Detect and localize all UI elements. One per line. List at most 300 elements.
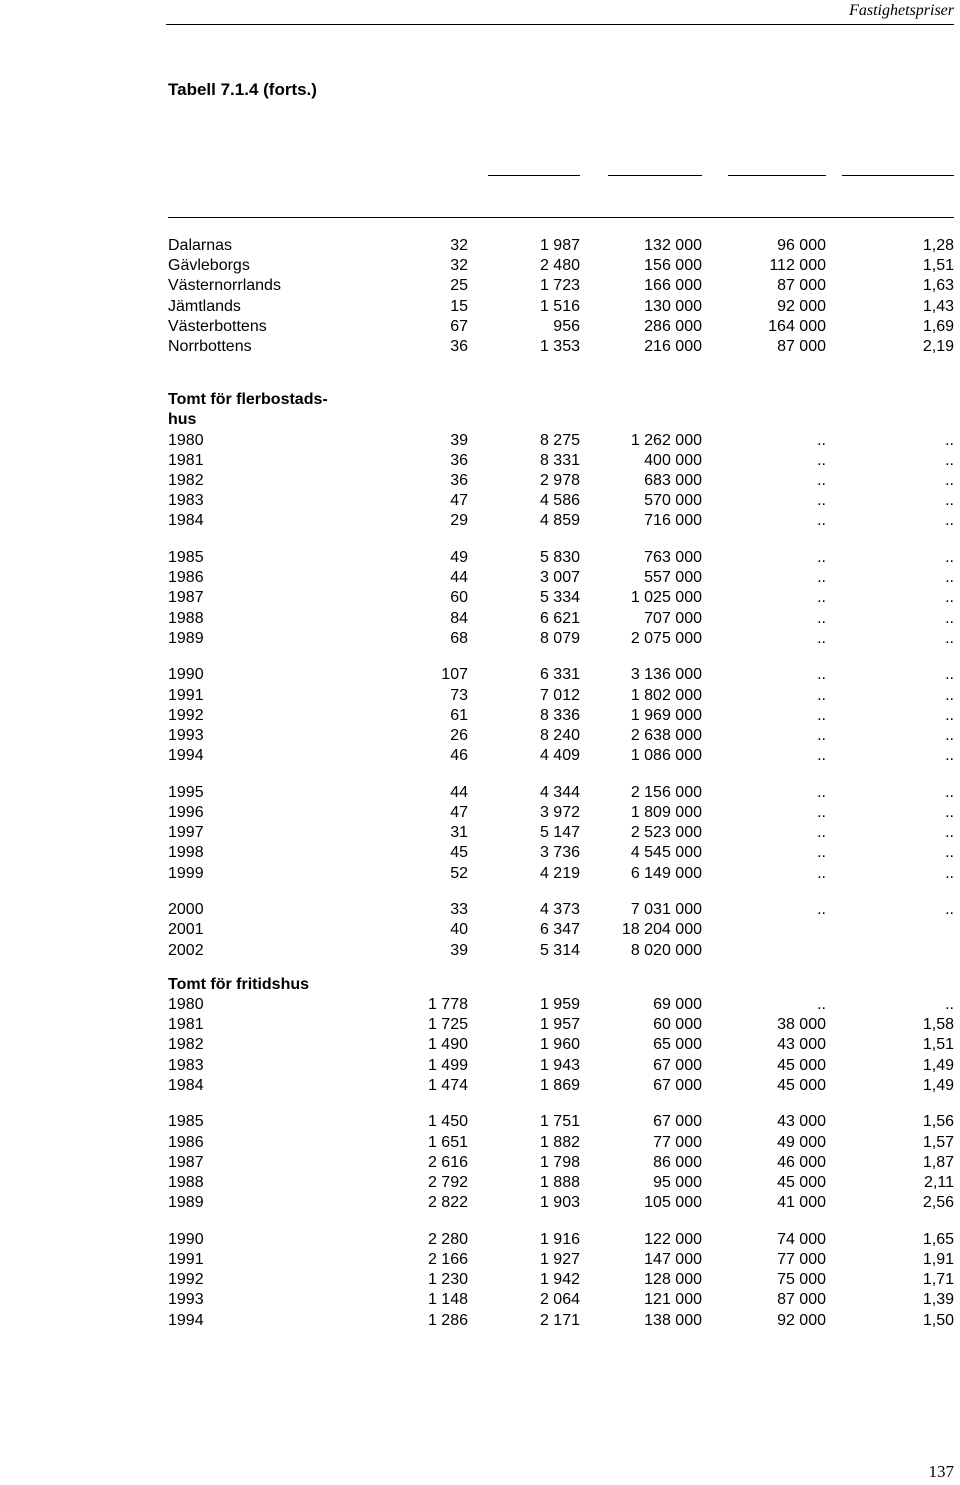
table-cell: 707 000 (644, 609, 702, 627)
running-head: Fastighetspriser (849, 2, 954, 19)
table-row (168, 568, 954, 588)
table-cell: 1,57 (922, 1133, 954, 1151)
header-subrule (842, 175, 954, 176)
table-cell: 2 280 (427, 1230, 468, 1248)
row-label: 1982 (168, 471, 204, 489)
table-row (168, 588, 954, 608)
table-cell: 6 149 000 (630, 864, 702, 882)
table-cell: 18 204 000 (621, 921, 702, 939)
table-cell: 1 903 (539, 1194, 580, 1212)
table-cell: .. (817, 492, 826, 510)
table-row (168, 548, 954, 568)
section-heading (168, 390, 954, 410)
table-row (168, 1015, 954, 1035)
header-rule (166, 24, 954, 25)
table-row (168, 1290, 954, 1310)
table-cell: 3 007 (539, 569, 580, 587)
row-label: 1981 (168, 451, 204, 469)
table-cell: .. (945, 783, 954, 801)
table-cell: 96 000 (777, 237, 826, 254)
table-cell: 1,65 (922, 1230, 954, 1248)
table-cell: 2 171 (539, 1311, 580, 1329)
table-cell: 2 638 000 (630, 726, 702, 744)
row-spacer (168, 1213, 954, 1230)
table-cell: 7 012 (539, 686, 580, 704)
table-cell: 1 651 (427, 1133, 468, 1151)
row-label: 1997 (168, 824, 204, 842)
table-cell: 1,28 (922, 237, 954, 254)
table-cell: 4 859 (539, 512, 580, 530)
table-cell: 45 (450, 844, 468, 862)
table-cell: .. (817, 609, 826, 627)
table-cell: 61 (450, 706, 468, 724)
table-cell: 1,51 (922, 1036, 954, 1054)
row-label: 1987 (168, 1153, 204, 1171)
table-cell: 6 347 (539, 921, 580, 939)
table-cell: 763 000 (644, 548, 702, 566)
table-cell: 956 (553, 317, 580, 335)
table-cell: 400 000 (644, 451, 702, 469)
row-label: Gävleborgs (168, 257, 250, 275)
table-row (168, 1250, 954, 1270)
table-cell: 1 888 (539, 1174, 580, 1191)
table-cell: .. (817, 629, 826, 647)
row-label: 1989 (168, 1194, 204, 1212)
table-cell: 1 960 (539, 1036, 580, 1054)
table-cell: 25 (450, 277, 468, 295)
table-cell: 2 166 (427, 1251, 468, 1269)
table-cell: 60 000 (653, 1016, 702, 1034)
section-heading-text: Tomt för fritidshus (168, 975, 310, 993)
table-cell: .. (817, 844, 826, 862)
table-cell: 1 353 (539, 337, 580, 355)
row-spacer (168, 884, 954, 901)
header-subrule (488, 175, 580, 176)
table-row (168, 1035, 954, 1055)
table-cell: 1 809 000 (630, 804, 702, 821)
table-cell: .. (945, 492, 954, 510)
row-label: 1991 (168, 1251, 204, 1269)
table-cell: 92 000 (777, 1311, 826, 1329)
table-cell: 1 490 (427, 1036, 468, 1054)
table-row (168, 491, 954, 511)
table-body (168, 236, 954, 1331)
row-label: 1990 (168, 666, 204, 684)
table-row (168, 686, 954, 706)
table-cell: 1 798 (539, 1153, 580, 1171)
table-cell: 2 822 (427, 1194, 468, 1212)
table-cell: .. (945, 471, 954, 489)
section-heading-text: Tomt för flerbostads- (168, 391, 328, 409)
table-cell: 6 331 (539, 666, 580, 684)
table-cell: 557 000 (644, 569, 702, 587)
table-row (168, 941, 954, 961)
table-cell: 38 000 (777, 1016, 826, 1034)
table-cell: .. (817, 548, 826, 566)
table-row (168, 276, 954, 296)
row-label: 2000 (168, 901, 204, 919)
table-cell: 87 000 (777, 277, 826, 295)
table-row (168, 1193, 954, 1213)
table-cell: 1 943 (539, 1056, 580, 1074)
table-cell: 8 240 (539, 726, 580, 744)
table-cell: 86 000 (653, 1153, 702, 1171)
table-cell: 8 331 (539, 451, 580, 469)
table-cell: .. (817, 783, 826, 801)
row-label: Västernorrlands (168, 277, 281, 295)
table-cell: 75 000 (777, 1271, 826, 1289)
table-cell: .. (817, 901, 826, 919)
table-title: Tabell 7.1.4 (forts.) (168, 80, 317, 99)
table-cell: .. (945, 824, 954, 842)
table-cell: .. (945, 666, 954, 684)
table-cell: 1,71 (922, 1271, 954, 1289)
table-cell: 73 (450, 686, 468, 704)
table-cell: 3 736 (539, 844, 580, 862)
table-cell: .. (945, 629, 954, 647)
table-cell: 4 219 (539, 864, 580, 882)
table-row (168, 1056, 954, 1076)
table-row (168, 609, 954, 629)
row-label: Västerbottens (168, 317, 267, 335)
table-cell: 286 000 (644, 317, 702, 335)
table-row (168, 1311, 954, 1331)
table-cell: 4 373 (539, 901, 580, 919)
table-cell: 683 000 (644, 471, 702, 489)
table-cell: 45 000 (777, 1174, 826, 1191)
table-cell: 1,56 (922, 1113, 954, 1131)
table-cell: 107 (441, 666, 468, 684)
table-cell: .. (817, 451, 826, 469)
table-row (168, 431, 954, 451)
table-cell: .. (945, 609, 954, 627)
table-cell: 4 409 (539, 747, 580, 765)
row-label: 1999 (168, 864, 204, 882)
table-cell: 44 (450, 569, 468, 587)
table-cell: 1 751 (539, 1113, 580, 1131)
table-cell: 1 516 (539, 297, 580, 315)
table-cell: 49 000 (777, 1133, 826, 1151)
row-label: 1982 (168, 1036, 204, 1054)
table-cell: 67 000 (653, 1113, 702, 1131)
table-cell: 8 336 (539, 706, 580, 724)
table-cell: 1 916 (539, 1230, 580, 1248)
table-row (168, 337, 954, 357)
row-label: 1985 (168, 1113, 204, 1131)
table-cell: 49 (450, 548, 468, 566)
table-cell: 41 000 (777, 1194, 826, 1212)
table-cell: .. (945, 844, 954, 862)
table-row (168, 1230, 954, 1250)
table-row (168, 451, 954, 471)
row-label: 1983 (168, 1056, 204, 1074)
table-cell: 1 969 000 (630, 706, 702, 724)
table-row (168, 864, 954, 884)
table-cell: 2 523 000 (630, 824, 702, 842)
table-cell: 65 000 (653, 1036, 702, 1054)
row-label: Norrbottens (168, 337, 252, 355)
row-label: 1993 (168, 1291, 204, 1309)
table-cell: .. (817, 471, 826, 489)
row-label: 1994 (168, 1311, 204, 1329)
table-cell: .. (945, 804, 954, 821)
header-bottom-rule (168, 217, 954, 218)
table-cell: 36 (450, 471, 468, 489)
table-cell: 1 262 000 (630, 431, 702, 449)
table-cell: 1 942 (539, 1271, 580, 1289)
table-cell: 156 000 (644, 257, 702, 275)
row-label: 1984 (168, 512, 204, 530)
table-cell: 87 000 (777, 1291, 826, 1309)
table-cell: 164 000 (768, 317, 826, 335)
table-cell: .. (945, 548, 954, 566)
table-cell: .. (817, 431, 826, 449)
table-cell: 67 000 (653, 1076, 702, 1094)
table-cell: 77 000 (777, 1251, 826, 1269)
table-cell: 2,56 (922, 1194, 954, 1212)
table-cell: 1,49 (922, 1076, 954, 1094)
header-subrule (728, 175, 826, 176)
table-cell: 1,50 (922, 1311, 954, 1329)
table-row (168, 471, 954, 491)
table-cell: 5 147 (539, 824, 580, 842)
table-cell: 5 314 (539, 941, 580, 959)
table-cell: 1,58 (922, 1016, 954, 1034)
table-cell: 60 (450, 589, 468, 607)
table-cell: .. (817, 666, 826, 684)
table-row (168, 665, 954, 685)
header-subrule (608, 175, 702, 176)
table-cell: 1,69 (922, 317, 954, 335)
row-spacer (168, 649, 954, 666)
table-cell: 95 000 (653, 1174, 702, 1191)
table-cell: .. (817, 864, 826, 882)
table-cell: 1 725 (427, 1016, 468, 1034)
row-label: 1998 (168, 844, 204, 862)
table-cell: 39 (450, 431, 468, 449)
table-cell: 1 778 (427, 996, 468, 1013)
row-label: Jämtlands (168, 297, 241, 315)
table-cell: 31 (450, 824, 468, 842)
table-cell: 39 (450, 941, 468, 959)
table-cell: 8 020 000 (630, 941, 702, 959)
table-row (168, 297, 954, 317)
table-cell: 4 586 (539, 492, 580, 510)
section-heading (168, 975, 954, 995)
table-cell: 2,19 (922, 337, 954, 355)
table-cell: .. (817, 747, 826, 765)
row-label: 1990 (168, 1230, 204, 1248)
table-cell: 1 286 (427, 1311, 468, 1329)
table-cell: 67 000 (653, 1056, 702, 1074)
table-cell: 84 (450, 609, 468, 627)
table-cell: 32 (450, 257, 468, 275)
table-cell: .. (945, 726, 954, 744)
table-cell: 7 031 000 (630, 901, 702, 919)
table-cell: 121 000 (644, 1291, 702, 1309)
table-row (168, 317, 954, 337)
table-cell: 2 064 (539, 1291, 580, 1309)
row-label: 1988 (168, 1174, 204, 1191)
table-cell: 138 000 (644, 1311, 702, 1329)
table-cell: 1,87 (922, 1153, 954, 1171)
table-cell: 45 000 (777, 1076, 826, 1094)
table-cell: 130 000 (644, 297, 702, 315)
table-cell: 36 (450, 451, 468, 469)
row-label: 1988 (168, 609, 204, 627)
table-cell: 74 000 (777, 1230, 826, 1248)
table-cell: 166 000 (644, 277, 702, 295)
table-row (168, 706, 954, 726)
table-cell: .. (945, 451, 954, 469)
table-cell: 1 723 (539, 277, 580, 295)
table-cell: .. (945, 747, 954, 765)
row-spacer (168, 766, 954, 783)
row-label: 1995 (168, 783, 204, 801)
table-cell: 2 792 (427, 1174, 468, 1191)
table-cell: 112 000 (769, 257, 826, 275)
table-cell: 45 000 (777, 1056, 826, 1074)
table-cell: 1,91 (922, 1251, 954, 1269)
row-label: 1983 (168, 492, 204, 510)
table-cell: 1,51 (922, 257, 954, 275)
row-spacer (168, 1096, 954, 1113)
table-cell: 216 000 (644, 337, 702, 355)
table-cell: .. (817, 706, 826, 724)
table-row (168, 920, 954, 940)
row-label: 1996 (168, 804, 204, 821)
row-label: 1986 (168, 569, 204, 587)
table-cell: 1,49 (922, 1056, 954, 1074)
section-heading-text: hus (168, 411, 197, 429)
row-label: 1980 (168, 431, 204, 449)
table-cell: .. (945, 512, 954, 530)
table-cell: 1 230 (427, 1271, 468, 1289)
table-cell: 44 (450, 783, 468, 801)
table-cell: 1 802 000 (630, 686, 702, 704)
row-label: 1993 (168, 726, 204, 744)
table-cell: .. (945, 569, 954, 587)
table-cell: .. (817, 824, 826, 842)
table-row (168, 746, 954, 766)
table-cell: 5 334 (539, 589, 580, 607)
table-cell: 6 621 (539, 609, 580, 627)
table-row (168, 900, 954, 920)
table-cell: 1 869 (539, 1076, 580, 1094)
row-label: 1981 (168, 1016, 204, 1034)
table-row (168, 256, 954, 276)
table-cell: 2 978 (539, 471, 580, 489)
row-spacer (168, 531, 954, 548)
table-cell: 43 000 (777, 1113, 826, 1131)
table-row (168, 1173, 954, 1193)
table-cell: 1 086 000 (630, 747, 702, 765)
table-cell: 3 972 (539, 804, 580, 821)
table-cell: 570 000 (644, 492, 702, 510)
table-cell: .. (817, 726, 826, 744)
table-cell: 1,43 (922, 297, 954, 315)
table-cell: .. (945, 901, 954, 919)
row-label: 2002 (168, 941, 204, 959)
table-row (168, 783, 954, 803)
table-cell: .. (945, 996, 954, 1013)
table-cell: 87 000 (777, 337, 826, 355)
table-cell: 52 (450, 864, 468, 882)
table-cell: .. (817, 589, 826, 607)
table-cell: 43 000 (777, 1036, 826, 1054)
table-cell: 2 156 000 (630, 783, 702, 801)
table-cell: 46 000 (777, 1153, 826, 1171)
table-cell: 1 499 (427, 1056, 468, 1074)
table-cell: 1 474 (427, 1076, 468, 1094)
table-cell: .. (817, 569, 826, 587)
table-cell: 4 344 (539, 783, 580, 801)
table-cell: 67 (450, 317, 468, 335)
table-cell: 1 882 (539, 1133, 580, 1151)
table-cell: 1 987 (539, 237, 580, 254)
table-cell: 1 959 (539, 996, 580, 1013)
table-cell: .. (817, 686, 826, 704)
table-row (168, 1133, 954, 1153)
table-cell: 33 (450, 901, 468, 919)
row-label: 1992 (168, 1271, 204, 1289)
table-cell: 105 000 (644, 1194, 702, 1212)
table-row (168, 1270, 954, 1290)
table-cell: .. (945, 589, 954, 607)
table-row (168, 236, 954, 256)
table-cell: 716 000 (644, 512, 702, 530)
table-cell: 77 000 (653, 1133, 702, 1151)
table-cell: .. (817, 996, 826, 1013)
table-cell: 47 (450, 804, 468, 821)
table-cell: 47 (450, 492, 468, 510)
table-row (168, 1153, 954, 1173)
table-cell: 68 (450, 629, 468, 647)
table-cell: 69 000 (653, 996, 702, 1013)
table-cell: 1 148 (427, 1291, 468, 1309)
table-cell: 147 000 (644, 1251, 702, 1269)
table-cell: 3 136 000 (630, 666, 702, 684)
table-cell: 29 (450, 512, 468, 530)
table-cell: 1 957 (539, 1016, 580, 1034)
table-cell: 1,39 (922, 1291, 954, 1309)
table-cell: .. (817, 512, 826, 530)
table-cell: 2 075 000 (630, 629, 702, 647)
row-label: 1992 (168, 706, 204, 724)
table-row (168, 995, 954, 1015)
table-cell: .. (945, 431, 954, 449)
table-cell: 15 (450, 297, 468, 315)
table-row (168, 726, 954, 746)
row-label: 1984 (168, 1076, 204, 1094)
table-row (168, 629, 954, 649)
row-spacer (168, 357, 954, 374)
table-cell: 4 545 000 (630, 844, 702, 862)
table-cell: 8 275 (539, 431, 580, 449)
table-cell: 132 000 (644, 237, 702, 254)
table-cell: 122 000 (644, 1230, 702, 1248)
table-cell: .. (945, 864, 954, 882)
table-cell: 26 (450, 726, 468, 744)
row-label: 2001 (168, 921, 204, 939)
table-cell: 1 450 (427, 1113, 468, 1131)
table-cell: 40 (450, 921, 468, 939)
page-number: 137 (928, 1462, 954, 1481)
row-label: 1986 (168, 1133, 204, 1151)
table-cell: 36 (450, 337, 468, 355)
table-cell: 8 079 (539, 629, 580, 647)
table-cell: 1 927 (539, 1251, 580, 1269)
